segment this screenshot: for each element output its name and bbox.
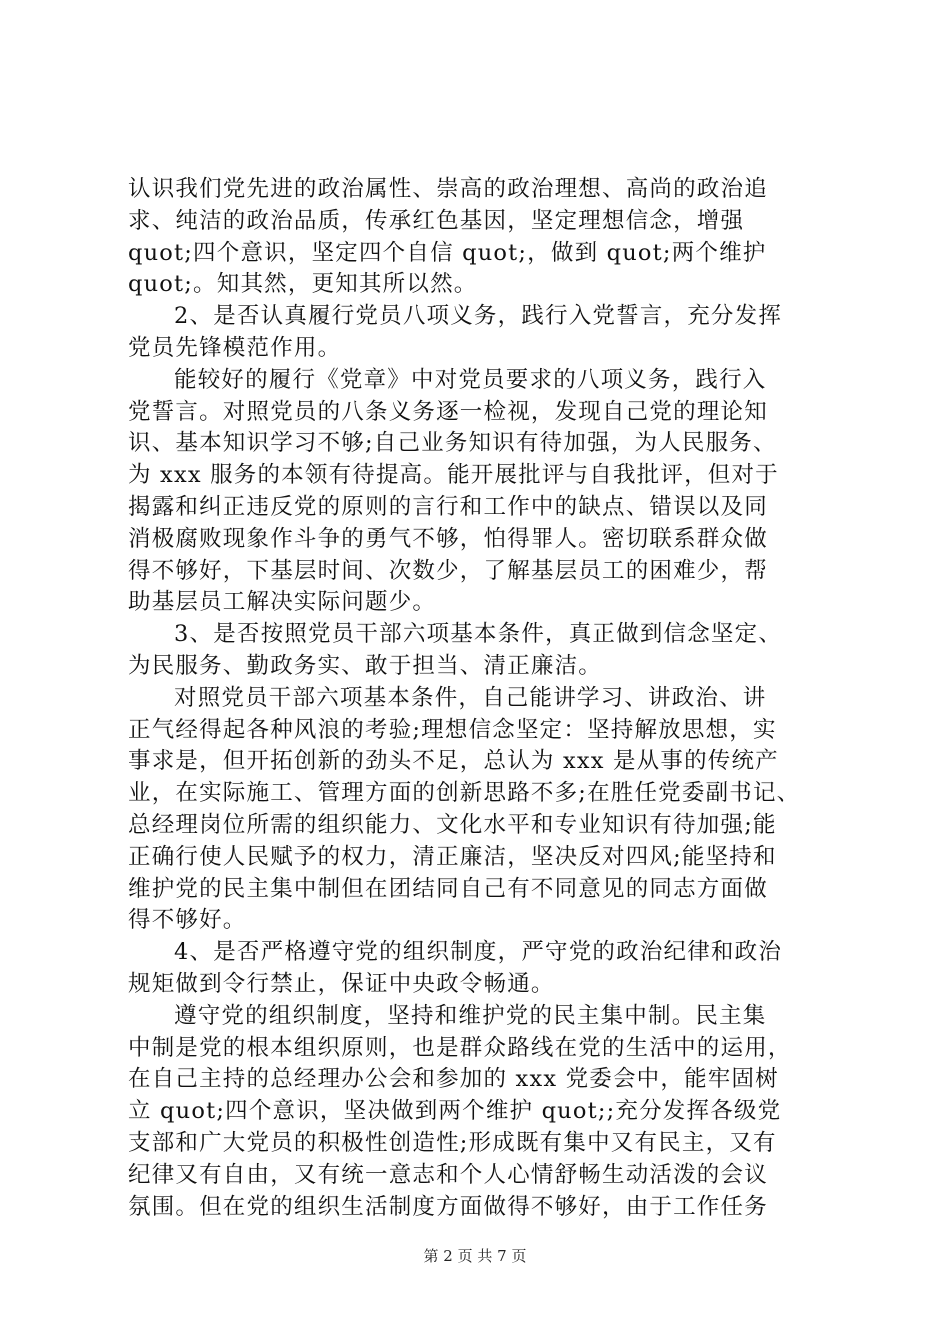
section-heading-line: 为民服务、勤政务实、敢于担当、清正廉洁。 [128,652,603,679]
text-line: 业，在实际施工、管理方面的创新思路不多;在胜任党委副书记、 [128,780,801,807]
text-line: 正确行使人民赋予的权力，清正廉洁，坚决反对四风;能坚持和 [128,843,777,870]
section-heading-line: 3、是否按照党员干部六项基本条件，真正做到信念坚定、 [174,621,783,648]
page-number-footer: 第 2 页 共 7 页 [423,1247,527,1265]
text-line: 为 xxx 服务的本领有待提高。能开展批评与自我批评，但对于 [128,462,779,489]
section-heading-line: 2、是否认真履行党员八项义务，践行入党誓言，充分发挥 [174,303,783,330]
text-line: quot;四个意识，坚定四个自信 quot;，做到 quot;两个维护 [128,239,767,266]
text-line: 纪律又有自由，又有统一意志和个人心情舒畅生动活泼的会议 [128,1161,768,1188]
section-heading-line: 党员先锋模范作用。 [128,334,342,361]
text-line: 维护党的民主集中制但在团结同自己有不同意见的同志方面做 [128,875,768,902]
text-line: 中制是党的根本组织原则，也是群众路线在党的生活中的运用， [128,1034,792,1061]
document-body [128,174,828,1223]
text-line: 事求是，但开拓创新的劲头不足，总认为 xxx 是从事的传统产 [128,748,779,775]
text-line: 党誓言。对照党员的八条义务逐一检视，发现自己党的理论知 [128,398,768,425]
text-line: 消极腐败现象作斗争的勇气不够，怕得罪人。密切联系群众做 [128,525,768,552]
section-heading-line: 规矩做到令行禁止，保证中央政令畅通。 [128,970,555,997]
text-line: 立 quot;四个意识，坚决做到两个维护 quot;;充分发挥各级党 [128,1098,782,1125]
text-line: 总经理岗位所需的组织能力、文化水平和专业知识有待加强;能 [128,811,777,838]
text-line: quot;。知其然，更知其所以然。 [128,271,478,298]
text-line: 氛围。但在党的组织生活制度方面做得不够好，由于工作任务 [128,1193,768,1220]
text-line: 对照党员干部六项基本条件，自己能讲学习、讲政治、讲 [174,684,767,711]
text-line: 得不够好，下基层时间、次数少，了解基层员工的困难少，帮 [128,557,768,584]
text-line: 识、基本知识学习不够;自己业务知识有待加强，为人民服务、 [128,430,777,457]
text-line: 能较好的履行《党章》中对党员要求的八项义务，践行入 [174,366,767,393]
text-line: 遵守党的组织制度，坚持和维护党的民主集中制。民主集 [174,1002,767,1029]
text-line: 求、纯洁的政治品质，传承红色基因，坚定理想信念，增强 [128,207,745,234]
text-line: 正气经得起各种风浪的考验;理想信念坚定：坚持解放思想，实 [128,716,777,743]
text-line: 认识我们党先进的政治属性、崇高的政治理想、高尚的政治追 [128,176,768,202]
text-line: 助基层员工解决实际问题少。 [128,589,437,616]
text-line: 在自己主持的总经理办公会和参加的 xxx 党委会中，能牢固树 [128,1066,779,1093]
section-heading-line: 4、是否严格遵守党的组织制度，严守党的政治纪律和政治 [174,939,783,966]
text-line: 支部和广大党员的积极性创造性;形成既有集中又有民主，又有 [128,1129,777,1156]
text-line: 揭露和纠正违反党的原则的言行和工作中的缺点、错误以及同 [128,493,768,520]
text-line: 得不够好。 [128,907,247,934]
